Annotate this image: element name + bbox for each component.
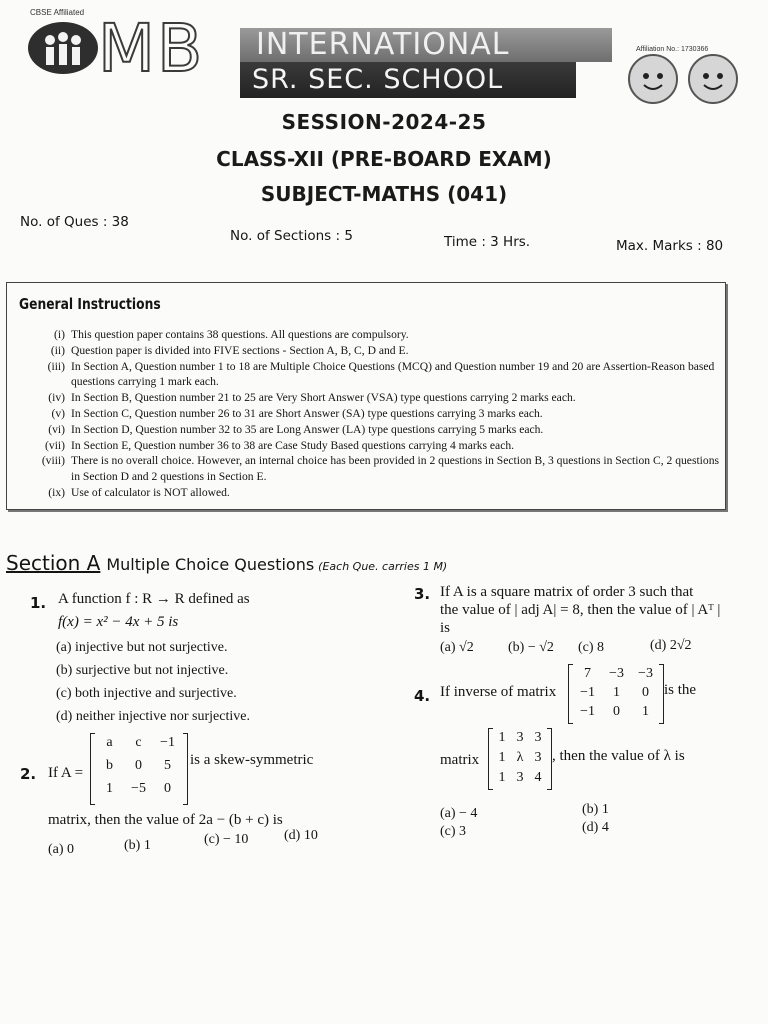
question-suffix: is a skew-symmetric: [190, 752, 314, 768]
given-matrix: [488, 728, 552, 790]
question-number: 3.: [414, 585, 431, 603]
instruction-item: [7, 422, 719, 438]
school-logo-letters: MB: [98, 10, 205, 87]
matrix-cell: 5: [164, 758, 171, 773]
matrix-cell: 1: [613, 685, 620, 700]
matrix-cell: 0: [613, 704, 620, 719]
cartoon-child-icon: [628, 54, 678, 104]
instruction-text: In Section D, Question number 32 to 35 are Long Answer (LA) type questions carrying 5 marks each.: [71, 422, 544, 436]
question-text: the value of | adj A| = 8, then the value of | Aᵀ |: [440, 602, 721, 618]
option: (c) 8: [578, 640, 605, 655]
instruction-number: (iv): [48, 391, 65, 405]
matrix-cell: 0: [642, 685, 649, 700]
option: (a) injective but not surjective.: [56, 640, 228, 655]
matrix-cell: −1: [160, 735, 175, 750]
matrix-cell: 1: [498, 730, 506, 745]
option: (b) 1: [582, 802, 609, 817]
matrix-cell: −1: [580, 704, 595, 719]
instruction-item: [7, 359, 719, 391]
instruction-number: (ii): [50, 343, 65, 357]
matrix-cell: 3: [516, 730, 524, 745]
question-text: matrix, then the value of 2a − (b + c) is: [48, 812, 283, 828]
instructions-heading: General Instructions: [19, 295, 161, 313]
instruction-text: In Section B, Question number 21 to 25 are Very Short Answer (VSA) type questions carrying 2 marks each.: [71, 391, 576, 405]
instruction-number: (vii): [45, 438, 65, 452]
option: (a) √2: [440, 640, 474, 655]
option: (c) 3: [440, 824, 467, 839]
subject-title: SUBJECT-MATHS (041): [260, 182, 508, 206]
school-name-line1: INTERNATIONAL: [256, 27, 510, 62]
instruction-number: (v): [51, 406, 65, 420]
section-marks-note: (Each Que. carries 1 M): [318, 560, 448, 573]
option: (a) 0: [48, 842, 75, 857]
instruction-number: (iii): [47, 359, 65, 373]
question-prefix: If inverse of matrix: [440, 684, 557, 700]
matrix-cell: −3: [609, 666, 624, 681]
instruction-number: (vi): [48, 422, 65, 436]
school-name-line2: SR. SEC. SCHOOL: [252, 64, 504, 95]
matrix-cell: 3: [516, 770, 524, 785]
matrix-cell: 7: [584, 666, 591, 681]
section-a-heading: [6, 551, 447, 575]
section-subtitle: Multiple Choice Questions: [106, 555, 315, 574]
section-count: No. of Sections : 5: [230, 228, 353, 244]
matrix-cell: 4: [534, 770, 542, 785]
question-text: A function f : R → R defined as: [58, 591, 250, 607]
question-number: 1.: [30, 594, 47, 612]
class-title: CLASS-XII (PRE-BOARD EXAM): [216, 147, 552, 171]
instruction-item: [7, 453, 719, 485]
cartoon-child-icon: [688, 54, 738, 104]
instruction-text: In Section C, Question number 26 to 31 are Short Answer (SA) type questions carrying 3 marks each.: [71, 406, 543, 420]
school-header: [0, 0, 768, 108]
instruction-item: [7, 485, 719, 501]
matrix-a: [90, 733, 188, 805]
school-type-banner: [240, 62, 576, 98]
instruction-item: [7, 390, 719, 406]
cbse-affiliated-label: CBSE Affiliated: [30, 8, 85, 17]
instruction-item: [7, 343, 719, 359]
function-definition: f(x) = x² − 4x + 5 is: [58, 614, 179, 630]
option: (d) 10: [284, 828, 318, 843]
question-suffix: is the: [664, 682, 697, 698]
matrix-cell: 1: [642, 704, 649, 719]
option: (b) 1: [124, 838, 151, 853]
matrix-cell: 0: [164, 781, 171, 796]
question-count: No. of Ques : 38: [20, 214, 129, 230]
instruction-number: (i): [54, 328, 65, 341]
general-instructions-box: [6, 282, 726, 510]
question-suffix: , then the value of λ is: [552, 748, 685, 764]
instruction-text: Question paper is divided into FIVE sections - Section A, B, C, D and E.: [71, 343, 409, 357]
matrix-cell: 1: [498, 750, 506, 765]
school-logo-icon: [28, 22, 98, 74]
matrix-cell: a: [106, 735, 113, 750]
instruction-text: In Section A, Question number 1 to 18 are Multiple Choice Questions (MCQ) and Question number 19 and 20 are Assertion-Reason based questions carrying 1 mark each.: [71, 359, 715, 389]
matrix-cell: 1: [498, 770, 506, 785]
question-prefix: matrix: [440, 752, 480, 768]
school-name-banner: [240, 28, 612, 62]
instruction-item: [7, 327, 719, 343]
matrix-cell: 3: [534, 730, 542, 745]
instructions-list: [7, 327, 719, 501]
instruction-text: Use of calculator is NOT allowed.: [71, 485, 230, 499]
option: (b) − √2: [508, 640, 554, 655]
option: (d) 4: [582, 820, 609, 835]
option: (c) − 10: [204, 832, 249, 847]
instruction-item: [7, 438, 719, 454]
option: (d) neither injective nor surjective.: [56, 709, 250, 724]
option: (d) 2√2: [650, 638, 692, 653]
section-label: Section A: [6, 551, 101, 575]
question-number: 2.: [20, 765, 37, 783]
inverse-matrix: [568, 664, 664, 724]
instruction-text: There is no overall choice. However, an internal choice has been provided in 2 questions in Section B, 3 questions in Section C, 2 questions in Section D and 2 questions in Section E.: [71, 454, 719, 484]
instruction-text: In Section E, Question number 36 to 38 are Case Study Based questions carrying 4 marks each.: [71, 438, 515, 452]
instruction-number: (viii): [41, 454, 65, 468]
instruction-text: This question paper contains 38 questions. All questions are compulsory.: [71, 328, 409, 341]
instruction-item: [7, 406, 719, 422]
option: (c) both injective and surjective.: [56, 686, 237, 701]
matrix-cell: 3: [534, 750, 542, 765]
matrix-cell: c: [135, 735, 142, 750]
question-number: 4.: [414, 687, 431, 705]
matrix-cell: −1: [580, 685, 595, 700]
matrix-cell: b: [106, 758, 113, 773]
question-text: If A is a square matrix of order 3 such that: [440, 584, 694, 600]
matrix-cell: −5: [131, 781, 146, 796]
matrix-cell: 1: [106, 781, 113, 796]
matrix-cell: λ: [516, 750, 524, 765]
option: (b) surjective but not injective.: [56, 663, 229, 678]
session-title: SESSION-2024-25: [281, 110, 487, 134]
matrix-cell: −3: [638, 666, 653, 681]
question-prefix: If A =: [48, 765, 84, 781]
instruction-number: (ix): [48, 485, 65, 499]
matrix-cell: 0: [135, 758, 142, 773]
affiliation-number: Affiliation No.: 1730366: [636, 46, 709, 53]
option: (a) − 4: [440, 806, 478, 821]
exam-time: Time : 3 Hrs.: [444, 234, 531, 250]
max-marks: Max. Marks : 80: [616, 238, 724, 254]
question-text: is: [440, 620, 451, 636]
